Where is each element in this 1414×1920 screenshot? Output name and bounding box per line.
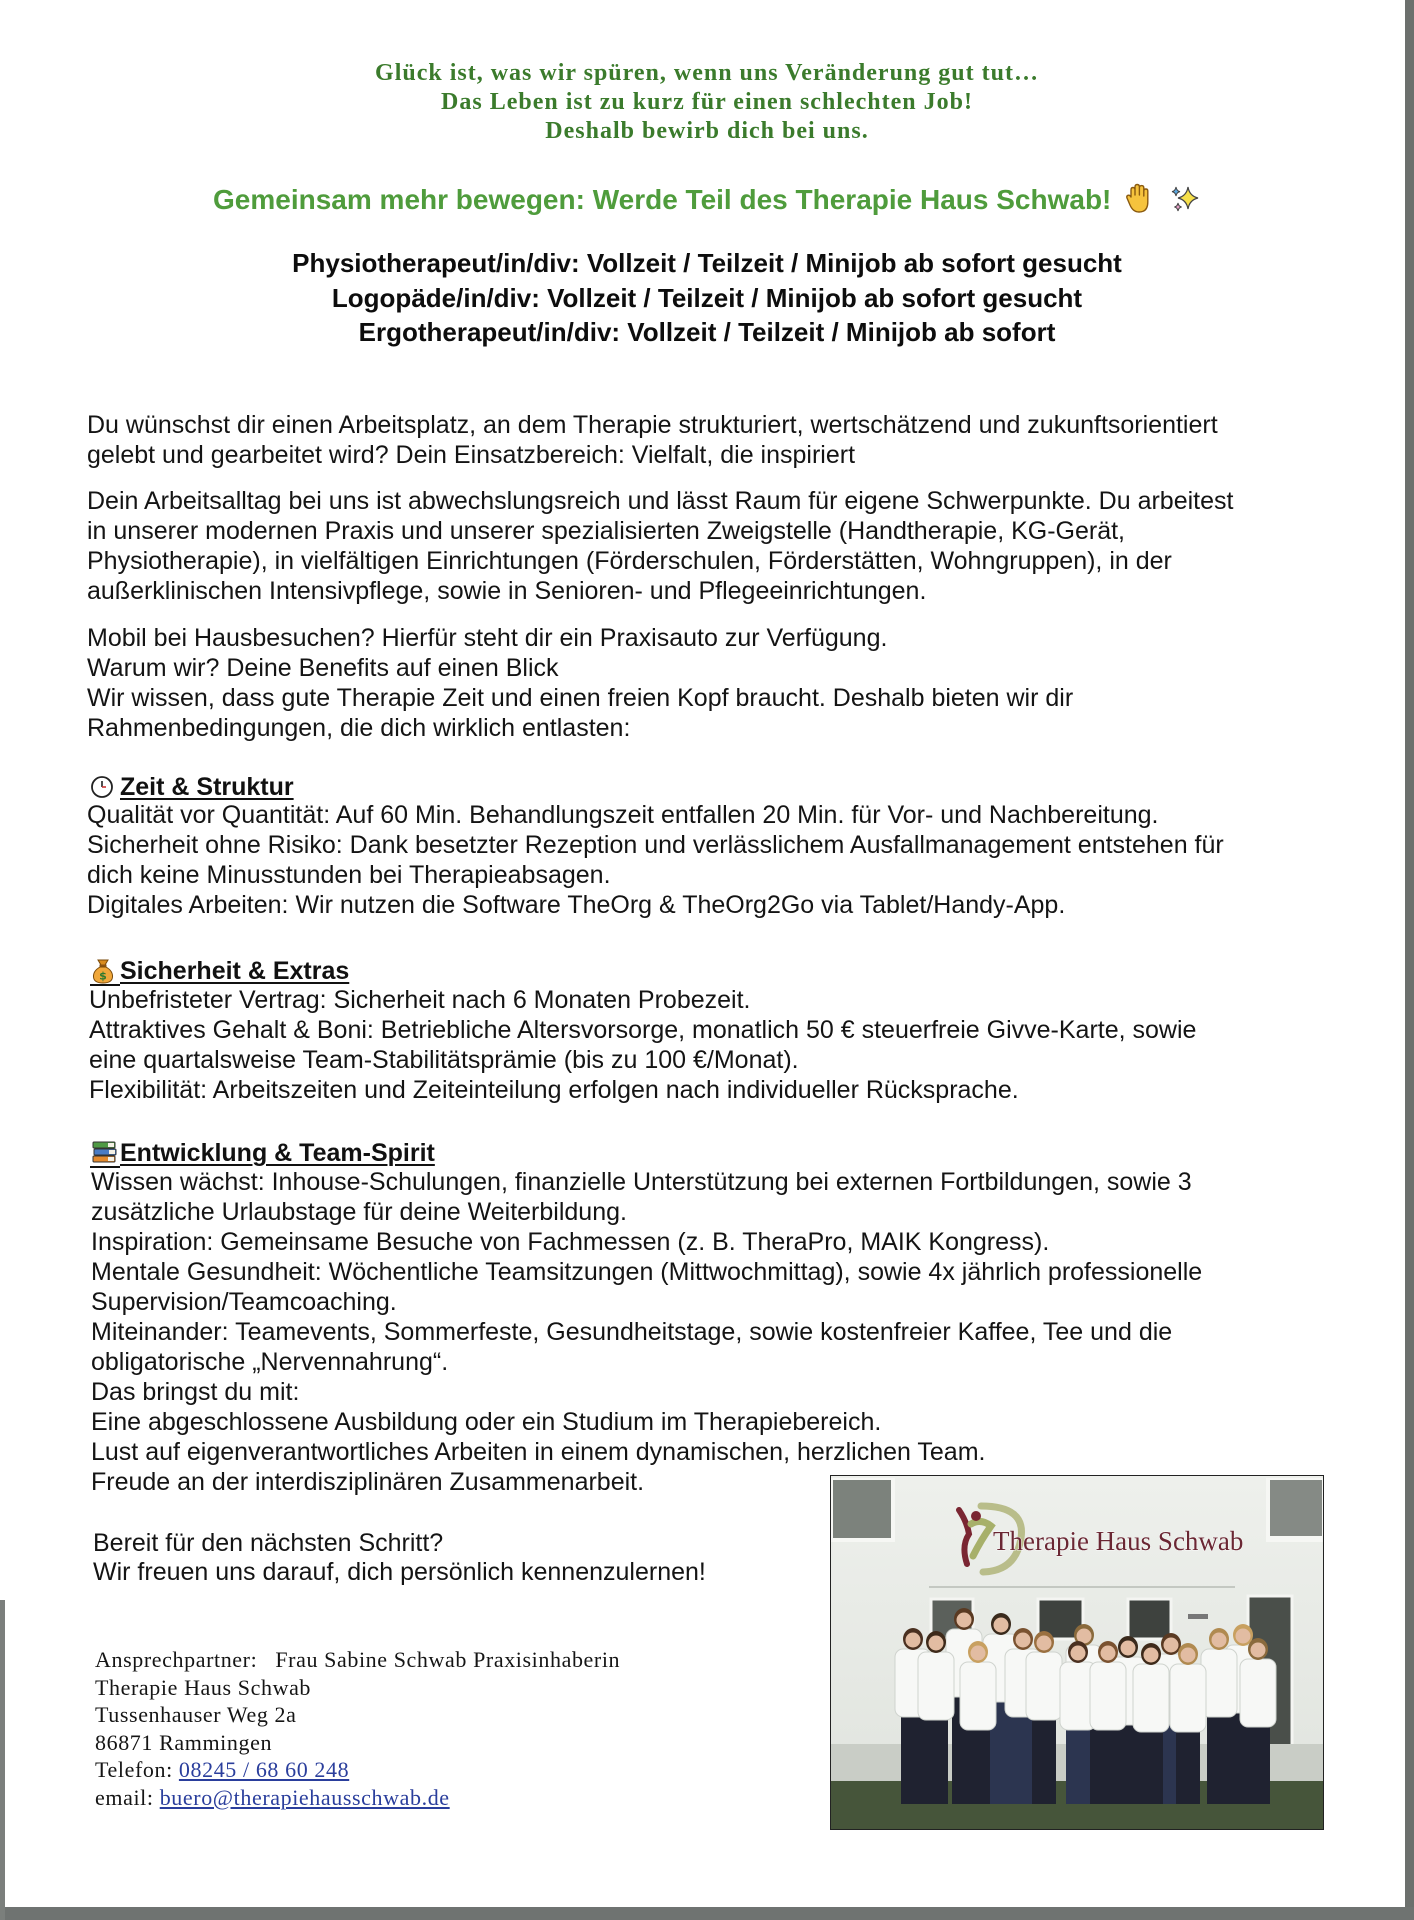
intro-paragraph-1 [87, 410, 1218, 470]
job-titles [0, 246, 1414, 350]
text-line: dich keine Minusstunden bei Therapieabsagen. [87, 861, 611, 889]
text-line: Attraktives Gehalt & Boni: Betriebliche Altersvorsorge, monatlich 50 € steuerfreie Givve-Karte, sowie [89, 1016, 1197, 1044]
svg-text:$: $ [99, 969, 107, 983]
street-address: Tussenhauser Weg 2a [95, 1702, 297, 1727]
postal-city: 86871 Rammingen [95, 1729, 273, 1755]
text-line: Sicherheit ohne Risiko: Dank besetzter Rezeption und verlässlichem Ausfallmanagement entstehen für [87, 831, 1224, 859]
text-line: Bereit für den nächsten Schritt? [93, 1529, 444, 1557]
text-line: Das bringst du mit: [91, 1378, 300, 1406]
text-line: Mobil bei Hausbesuchen? Hierfür steht dir ein Praxisauto zur Verfügung. [87, 624, 888, 652]
text-line: Miteinander: Teamevents, Sommerfeste, Gesundheitstage, sowie kostenfreier Kaffee, Tee und die [91, 1318, 1173, 1346]
scan-edge-left [0, 1600, 5, 1920]
phone-link[interactable]: 08245 / 68 60 248 [178, 1757, 350, 1782]
books-icon [90, 1140, 120, 1168]
contact-person-line [95, 1646, 620, 1674]
text-line: Unbefristeter Vertrag: Sicherheit nach 6 Monaten Probezeit. [89, 986, 751, 1014]
section-entwicklung-team-spirit-body [91, 1167, 1202, 1497]
text-line: Wir wissen, dass gute Therapie Zeit und einen freien Kopf braucht. Deshalb bieten wir dir [87, 684, 1074, 712]
job-title: Physiotherapeut/in/div: Vollzeit / Teilzeit / Minijob ab sofort gesucht [292, 248, 1122, 278]
text-line: Inspiration: Gemeinsame Besuche von Fachmessen (z. B. TheraPro, MAIK Kongress). [91, 1228, 1050, 1256]
text-line: Qualität vor Quantität: Auf 60 Min. Behandlungszeit entfallen 20 Min. für Vor- und Nachbereitung. [87, 801, 1159, 829]
email-line [95, 1784, 620, 1812]
email-label: email: [95, 1784, 154, 1810]
raised-hand-icon [1125, 183, 1155, 215]
email-link[interactable]: buero@therapiehausschwab.de [159, 1784, 450, 1810]
text-line: Mentale Gesundheit: Wöchentliche Teamsitzungen (Mittwochmittag), sowie 4x jährlich professionelle [91, 1258, 1203, 1286]
money-bag-icon [90, 958, 120, 986]
text-line: eine quartalsweise Team-Stabilitätsprämie (bis zu 100 €/Monat). [89, 1046, 799, 1074]
section-title: Entwicklung & Team-Spirit [120, 1139, 435, 1167]
motto-line: Das Leben ist zu kurz für einen schlechten Job! [441, 89, 973, 115]
team-group [895, 1608, 1276, 1804]
section-heading-zeit-struktur [90, 772, 294, 802]
phone-line [95, 1756, 620, 1784]
team-photo-illustration [831, 1476, 1324, 1830]
section-title: Sicherheit & Extras [120, 957, 350, 985]
section-title: Zeit & Struktur [120, 773, 294, 801]
motto [0, 59, 1414, 146]
job-title: Logopäde/in/div: Vollzeit / Teilzeit / Minijob ab sofort gesucht [331, 282, 1083, 313]
text-line: zusätzliche Urlaubstage für deine Weiterbildung. [91, 1198, 627, 1226]
text-line: Physiotherapie), in vielfältigen Einrichtungen (Förderschulen, Förderstätten, Wohngruppen), in der [87, 547, 1172, 575]
sign-text: Therapie Haus Schwab [993, 1526, 1244, 1556]
text-line: Supervision/Teamcoaching. [91, 1288, 397, 1316]
text-line: Digitales Arbeiten: Wir nutzen die Software TheOrg & TheOrg2Go via Tablet/Handy-App. [87, 891, 1066, 919]
text-line: Freude an der interdisziplinären Zusammenarbeit. [91, 1468, 645, 1496]
job-title: Ergotherapeut/in/div: Vollzeit / Teilzeit / Minijob ab sofort [358, 317, 1056, 347]
tagline [0, 182, 1414, 218]
text-line: gelebt und gearbeitet wird? Dein Einsatzbereich: Vielfalt, die inspiriert [87, 441, 856, 469]
section-heading-entwicklung-team-spirit [90, 1138, 435, 1168]
intro-paragraph-2 [87, 486, 1233, 606]
text-line: Dein Arbeitsalltag bei uns ist abwechslungsreich und lässt Raum für eigene Schwerpunkte. Du arbeitest [87, 487, 1234, 515]
text-line: in unserer modernen Praxis und unserer spezialisierten Zweigstelle (Handtherapie, KG-Gerät, [87, 517, 1126, 545]
text-line: Flexibilität: Arbeitszeiten und Zeiteinteilung erfolgen nach individueller Rücksprache. [89, 1076, 1019, 1104]
contact-person: Frau Sabine Schwab Praxisinhaberin [275, 1647, 621, 1672]
contact-label: Ansprechpartner: [95, 1647, 258, 1672]
intro-paragraph-3 [87, 623, 1073, 743]
scan-edge-bottom [0, 1907, 1414, 1920]
company-name: Therapie Haus Schwab [95, 1674, 312, 1700]
clock-icon [90, 773, 120, 801]
closing-text [93, 1529, 706, 1587]
section-sicherheit-extras-body [89, 985, 1196, 1105]
section-zeit-struktur-body [87, 800, 1224, 920]
text-line: Eine abgeschlossene Ausbildung oder ein Studium im Therapiebereich. [91, 1408, 882, 1436]
text-line: Lust auf eigenverantwortliches Arbeiten in einem dynamischen, herzlichen Team. [91, 1438, 986, 1466]
contact-block [95, 1646, 620, 1811]
text-line: Wir freuen uns darauf, dich persönlich kennenzulernen! [93, 1558, 706, 1586]
window [1270, 1480, 1322, 1536]
sparkles-icon [1169, 183, 1201, 215]
motto-line: Glück ist, was wir spüren, wenn uns Veränderung gut tut… [375, 60, 1039, 86]
window [1128, 1599, 1171, 1639]
text-line: obligatorische „Nervennahrung“. [91, 1348, 449, 1376]
motto-line: Deshalb bewirb dich bei uns. [545, 118, 869, 144]
team-photo [830, 1475, 1324, 1830]
text-line: Wissen wächst: Inhouse-Schulungen, finanzielle Unterstützung bei externen Fortbildungen, sowie 3 [91, 1168, 1192, 1196]
phone-label: Telefon: [95, 1757, 173, 1782]
tagline-text: Gemeinsam mehr bewegen: Werde Teil des Therapie Haus Schwab! [213, 184, 1112, 215]
text-line: Warum wir? Deine Benefits auf einen Blick [87, 654, 559, 682]
text-line: Du wünschst dir einen Arbeitsplatz, an dem Therapie strukturiert, wertschätzend und zukunftsorientiert [87, 411, 1218, 439]
text-line: außerklinischen Intensivpflege, sowie in Senioren- und Pflegeeinrichtungen. [87, 577, 927, 605]
text-line: Rahmenbedingungen, die dich wirklich entlasten: [87, 714, 631, 742]
section-heading-sicherheit-extras [90, 956, 349, 986]
window [833, 1480, 891, 1538]
wall-sign [1188, 1614, 1208, 1619]
